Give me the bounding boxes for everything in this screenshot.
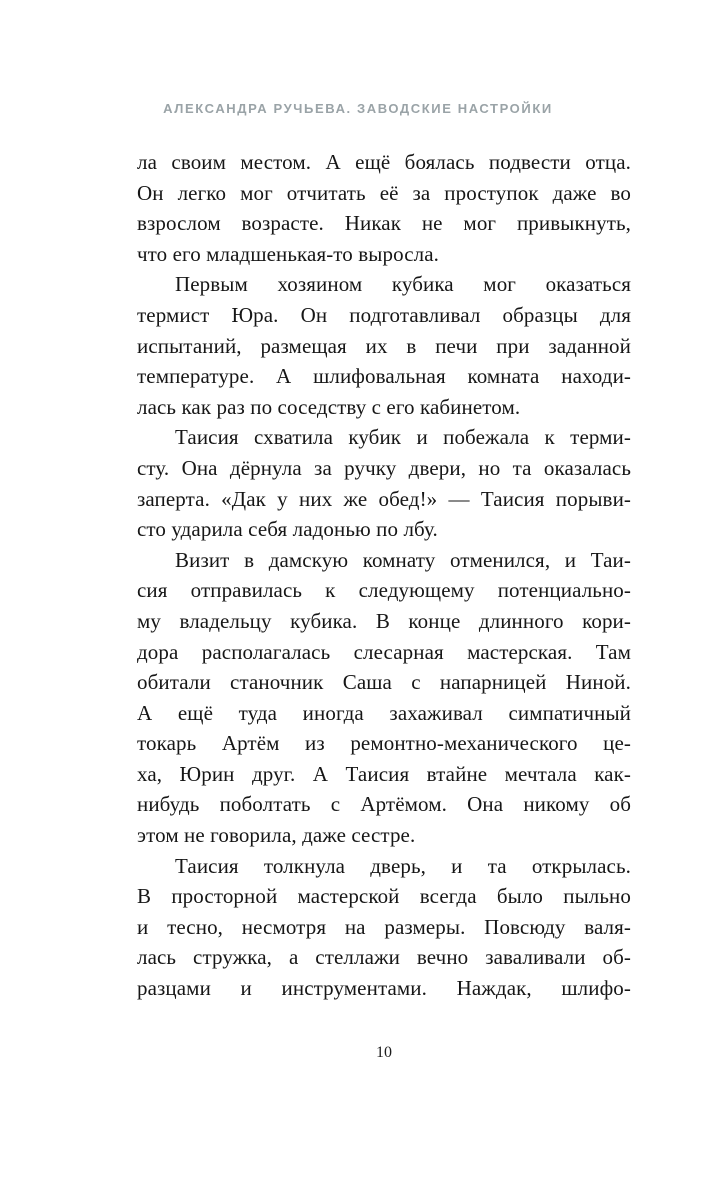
paragraph	[137, 147, 631, 269]
text-line: взрослом возрасте. Никак не мог привыкнуть,	[137, 211, 631, 236]
text-line: испытаний, размещая их в печи при заданной	[137, 333, 631, 358]
paragraph	[137, 422, 631, 544]
running-header: АЛЕКСАНДРА РУЧЬЕВА. ЗАВОДСКИЕ НАСТРОЙКИ	[163, 101, 553, 116]
paragraph	[137, 851, 631, 1004]
page-number: 10	[376, 1044, 392, 1061]
text-line: лась стружка, а стеллажи вечно заваливали об-	[137, 945, 631, 970]
text-line: ла своим местом. А ещё боялась подвести отца.	[137, 150, 631, 174]
text-line: ха, Юрин друг. А Таисия втайне мечтала как-	[137, 761, 631, 786]
paragraph	[137, 545, 631, 851]
text-line: В просторной мастерской всегда было пыльно	[137, 884, 631, 909]
text-line: этом не говорила, даже сестре.	[137, 823, 416, 848]
text-line: температуре. А шлифовальная комната находи-	[137, 364, 631, 389]
text-line: сто ударила себя ладонью по лбу.	[137, 517, 438, 542]
text-body	[137, 147, 631, 1004]
text-line: сту. Она дёрнула за ручку двери, но та оказалась	[137, 455, 631, 480]
text-line: что его младшенькая-то выросла.	[137, 241, 439, 266]
text-line: обитали станочник Саша с напарницей Ниной.	[137, 670, 631, 695]
text-line: разцами и инструментами. Наждак, шлифо-	[137, 976, 631, 1001]
text-line: Визит в дамскую комнату отменился, и Таи-	[175, 547, 631, 572]
text-line: Он легко мог отчитать её за проступок даже во	[137, 180, 631, 205]
text-line: му владельцу кубика. В конце длинного кори-	[137, 608, 631, 633]
text-line: Таисия схватила кубик и побежала к терми-	[175, 425, 631, 450]
text-line: заперта. «Дак у них же обед!» — Таисия порыви-	[137, 486, 631, 511]
text-line: Первым хозяином кубика мог оказаться	[175, 272, 631, 297]
text-line: дора располагалась слесарная мастерская. Там	[137, 639, 631, 664]
text-line: Таисия толкнула дверь, и та открылась.	[175, 853, 631, 878]
paragraph	[137, 269, 631, 422]
text-line: термист Юра. Он подготавливал образцы для	[137, 302, 631, 327]
text-line: лась как раз по соседству с его кабинетом.	[137, 394, 521, 419]
text-line: сия отправилась к следующему потенциально-	[137, 578, 631, 603]
text-line: токарь Артём из ремонтно-механического це-	[137, 731, 631, 756]
text-line: А ещё туда иногда захаживал симпатичный	[137, 700, 631, 725]
text-line: и тесно, несмотря на размеры. Повсюду валя-	[137, 914, 631, 939]
text-line: нибудь поболтать с Артёмом. Она никому об	[137, 792, 631, 817]
